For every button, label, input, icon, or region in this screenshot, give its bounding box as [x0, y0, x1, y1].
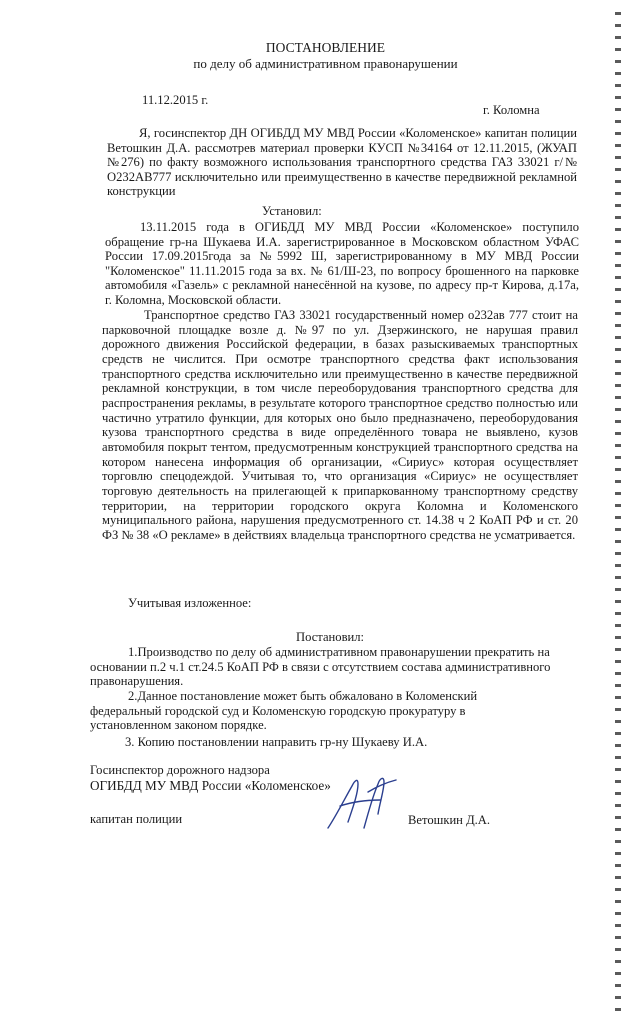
- document-city: г. Коломна: [483, 103, 540, 117]
- signatory-name: Ветошкин Д.А.: [408, 813, 491, 827]
- binder-edge-marks: [611, 0, 621, 1024]
- document-date: 11.12.2015 г.: [142, 93, 209, 107]
- handwritten-signature: [322, 770, 402, 834]
- resolved-item-3: 3. Копию постановлении направить гр-ну Шукаеву И.А.: [125, 735, 428, 749]
- document-title: ПОСТАНОВЛЕНИЕ: [265, 40, 386, 55]
- resolved-item-1: 1.Производство по делу об административном правонарушении прекратить на основании п.2 ч.1 ст.24.5 КоАП РФ в связи с отсутствием состава административного правонарушения.: [90, 645, 551, 689]
- established-heading: Установил:: [262, 204, 322, 218]
- document-subtitle: по делу об административном правонарушении: [193, 56, 458, 71]
- signatory-position-line2: ОГИБДД МУ МВД России «Коломенское»: [90, 778, 331, 793]
- established-paragraph-2: Транспортное средство ГАЗ 33021 государственный номер о232ав 777 стоит на парковочной площадке возле д. №97 по ул. Дзержинского, не нарушая правил дорожного движения Российской федерации, в базах разыскиваемых транспортных средств не числится. При осмотре транспортного средства факт использования транспортного средства исключительно или преимущественно в качестве передвижной рекламной конструкции, в том числе переоборудования транспортного средства для распространения рекламы, в результате которого транспортное средство полностью или частично утратило функции, для которых оно было предназначено, переоборудования кузова транспортного средства в виде определённого товара не выявлено, кузов автомобиля покрыт тентом, предусмотренным конструкцией транспортного средства на котором нанесена информация об организации, «Сириус» которая осуществляет торговлю спецодеждой. Учитывая то, что организация «Сириус» не осуществляет торговую деятельность на прилегающей к припаркованному транспортному средству территории, на территории городского округа Коломна и Коломенского муниципального района, нарушения предусмотренного ст. 14.38 ч 2 КоАП РФ и ст. 20 ФЗ № 38 «О рекламе» в действиях владельца транспортного средства не усматривается.: [102, 308, 578, 542]
- signatory-rank: капитан полиции: [90, 812, 183, 826]
- resolved-item-2: 2.Данное постановление может быть обжаловано в Коломенский федеральный городской суд и Коломенскую городскую прокуратуру в установленном законом порядке.: [90, 689, 478, 733]
- resolved-heading: Постановил:: [296, 630, 365, 644]
- considering-line: Учитывая изложенное:: [128, 596, 252, 610]
- established-paragraph-1: 13.11.2015 года в ОГИБДД МУ МВД России «Коломенское» поступило обращение гр-на Шукаева И.А. зарегистрированное в Московском областном УФАС России 17.09.2015года за №5992 Ш, зарегистрированному в МУ МВД России "Коломенское" 11.11.2015 года за вх. № 61/Ш-23, по вопросу брошенного на парковке автомобиля «Газель» с рекламной нанесённой на кузове, по адресу пр-т Кирова, д.17а, г. Коломна, Московской области.: [105, 220, 579, 307]
- intro-paragraph: Я, госинспектор ДН ОГИБДД МУ МВД России «Коломенское» капитан полиции Ветошкин Д.А. рассмотрев материал проверки КУСП №34164 от 12.11.2015, (ЖУАП №276) по факту возможного использования транспортного средства ГАЗ 33021 г/№ О232АВ777 исключительно или преимущественно в качестве передвижной рекламной конструкции: [107, 126, 577, 199]
- signatory-position-line1: Госинспектор дорожного надзора: [90, 763, 270, 777]
